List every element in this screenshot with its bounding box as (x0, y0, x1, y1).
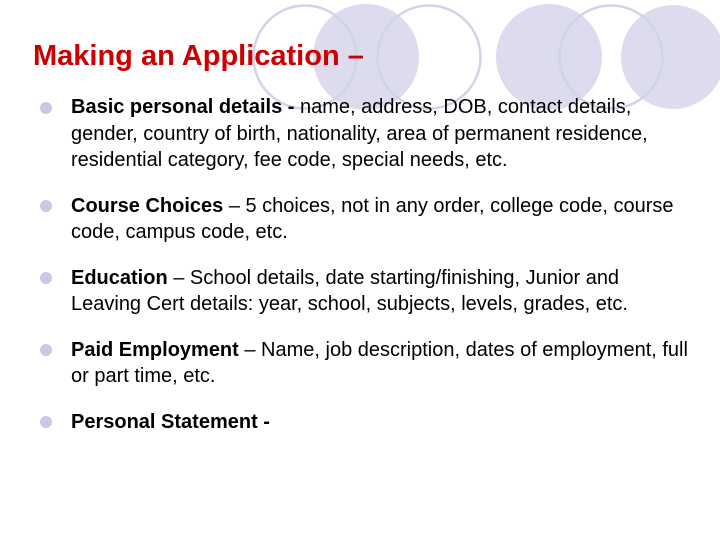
bullet-term: Education (71, 266, 168, 289)
bullet-icon (40, 102, 52, 114)
bullet-icon (40, 272, 52, 284)
bullet-term: Basic personal details - (71, 96, 295, 118)
bullet-icon (40, 344, 52, 356)
bullet-text: – 5 choices, not in any order, college code, course code, campus code, etc. (71, 194, 674, 243)
bullet-item (40, 409, 690, 436)
bullet-term: Course Choices (71, 194, 224, 217)
bullet-item (40, 337, 690, 390)
bullet-list (40, 94, 690, 454)
bullet-term: Paid Employment (71, 338, 239, 361)
bullet-item (40, 94, 690, 174)
bullet-item (40, 265, 690, 318)
bullet-icon (40, 416, 52, 428)
slide-title: Making an Application – (33, 40, 364, 72)
bullet-item (40, 193, 690, 246)
bullet-icon (40, 200, 52, 212)
bullet-text: name, address, DOB, contact details, gender, country of birth, nationality, area of permanent residence, residential category, fee code, special needs, etc. (71, 96, 648, 171)
bullet-text: – School details, date starting/finishing, Junior and Leaving Cert details: year, school, subjects, levels, grades, etc. (71, 266, 628, 315)
bullet-term: Personal Statement - (71, 410, 270, 433)
bullet-text: – Name, job description, dates of employment, full or part time, etc. (71, 338, 688, 387)
